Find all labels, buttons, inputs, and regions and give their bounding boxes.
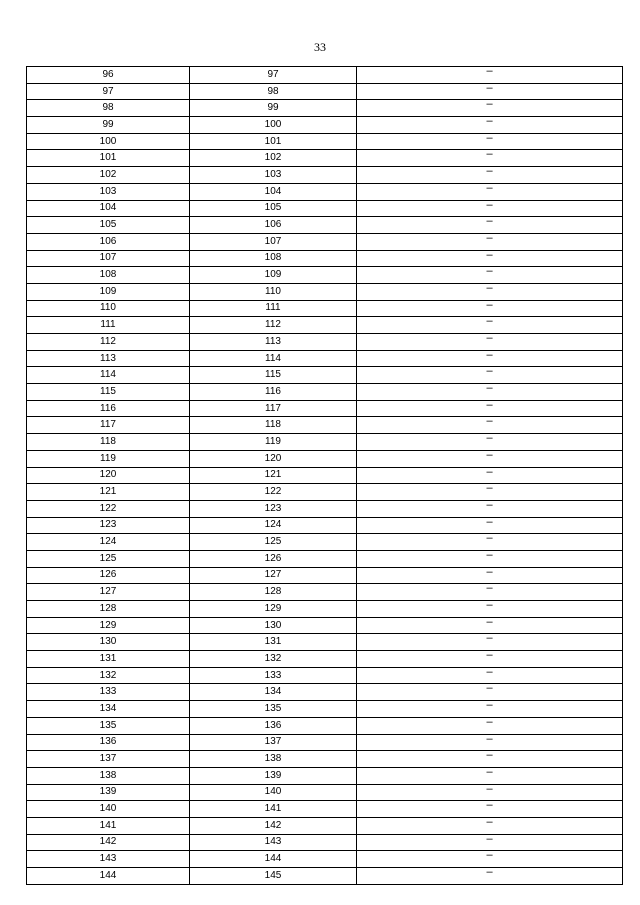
table-cell: 103 xyxy=(190,167,357,184)
table-row xyxy=(27,534,623,551)
table-cell: 115 xyxy=(27,384,190,401)
table-cell: 110 xyxy=(27,300,190,317)
table-cell: – xyxy=(357,200,623,217)
table-cell: – xyxy=(357,334,623,351)
table-cell: 106 xyxy=(190,217,357,234)
table-cell: – xyxy=(357,701,623,718)
table-cell: – xyxy=(357,684,623,701)
table-cell: 126 xyxy=(27,567,190,584)
table-cell: 107 xyxy=(190,233,357,250)
table-cell: 135 xyxy=(27,717,190,734)
table-cell: – xyxy=(357,717,623,734)
table-row xyxy=(27,217,623,234)
table-cell: 117 xyxy=(27,417,190,434)
table-cell: 144 xyxy=(27,868,190,885)
table-cell: – xyxy=(357,267,623,284)
table-cell: – xyxy=(357,601,623,618)
table-cell: 97 xyxy=(190,67,357,84)
table-cell: 108 xyxy=(27,267,190,284)
table-cell: 143 xyxy=(190,834,357,851)
table-cell: – xyxy=(357,651,623,668)
table-row xyxy=(27,601,623,618)
table-cell: 140 xyxy=(190,784,357,801)
table-row xyxy=(27,400,623,417)
table-cell: – xyxy=(357,83,623,100)
table-cell: 97 xyxy=(27,83,190,100)
table-cell: 117 xyxy=(190,400,357,417)
table-row xyxy=(27,350,623,367)
table-cell: 103 xyxy=(27,183,190,200)
table-row xyxy=(27,450,623,467)
table-cell: – xyxy=(357,617,623,634)
table-row xyxy=(27,233,623,250)
table-cell: 142 xyxy=(190,817,357,834)
table-cell: 100 xyxy=(190,117,357,134)
table-cell: 115 xyxy=(190,367,357,384)
table-cell: 142 xyxy=(27,834,190,851)
table-row xyxy=(27,817,623,834)
table-cell: 132 xyxy=(27,667,190,684)
table-cell: 110 xyxy=(190,283,357,300)
table-row xyxy=(27,684,623,701)
table-row xyxy=(27,517,623,534)
table-row xyxy=(27,734,623,751)
table-cell: 128 xyxy=(190,584,357,601)
table-cell: – xyxy=(357,417,623,434)
table-cell: – xyxy=(357,233,623,250)
table-cell: – xyxy=(357,217,623,234)
table-row xyxy=(27,83,623,100)
table-row xyxy=(27,868,623,885)
table-cell: 124 xyxy=(190,517,357,534)
table-cell: – xyxy=(357,384,623,401)
table-cell: 113 xyxy=(27,350,190,367)
table-cell: 102 xyxy=(190,150,357,167)
table-cell: – xyxy=(357,150,623,167)
table-body xyxy=(27,67,623,885)
data-table xyxy=(26,66,623,885)
table-cell: 122 xyxy=(27,500,190,517)
table-cell: 99 xyxy=(190,100,357,117)
table-row xyxy=(27,717,623,734)
table-cell: – xyxy=(357,868,623,885)
table-cell: – xyxy=(357,67,623,84)
table-cell: 125 xyxy=(27,550,190,567)
table-cell: – xyxy=(357,167,623,184)
table-cell: – xyxy=(357,250,623,267)
table-cell: 100 xyxy=(27,133,190,150)
table-cell: 136 xyxy=(27,734,190,751)
table-cell: 122 xyxy=(190,484,357,501)
table-row xyxy=(27,567,623,584)
table-cell: 112 xyxy=(27,334,190,351)
table-cell: 98 xyxy=(190,83,357,100)
table-cell: 136 xyxy=(190,717,357,734)
table-cell: 109 xyxy=(190,267,357,284)
table-cell: 135 xyxy=(190,701,357,718)
table-cell: – xyxy=(357,851,623,868)
table-row xyxy=(27,751,623,768)
table-row xyxy=(27,500,623,517)
table-cell: 121 xyxy=(27,484,190,501)
table-cell: 131 xyxy=(190,634,357,651)
table-row xyxy=(27,250,623,267)
table-row xyxy=(27,801,623,818)
table-cell: – xyxy=(357,667,623,684)
table-cell: – xyxy=(357,767,623,784)
table-cell: 111 xyxy=(190,300,357,317)
table-cell: – xyxy=(357,550,623,567)
table-cell: 134 xyxy=(190,684,357,701)
table-cell: – xyxy=(357,834,623,851)
table-cell: – xyxy=(357,467,623,484)
table-cell: – xyxy=(357,534,623,551)
table-cell: 112 xyxy=(190,317,357,334)
table-cell: 104 xyxy=(190,183,357,200)
table-cell: – xyxy=(357,801,623,818)
table-cell: – xyxy=(357,300,623,317)
table-row xyxy=(27,117,623,134)
page-number: 33 xyxy=(314,40,326,54)
table-cell: 137 xyxy=(190,734,357,751)
table-cell: – xyxy=(357,183,623,200)
table-cell: 130 xyxy=(190,617,357,634)
table-cell: 121 xyxy=(190,467,357,484)
table-cell: 111 xyxy=(27,317,190,334)
table-cell: 102 xyxy=(27,167,190,184)
table-cell: 124 xyxy=(27,534,190,551)
table-cell: – xyxy=(357,317,623,334)
table-cell: 123 xyxy=(27,517,190,534)
table-cell: – xyxy=(357,434,623,451)
table-cell: 141 xyxy=(190,801,357,818)
table-cell: – xyxy=(357,751,623,768)
table-row xyxy=(27,667,623,684)
table-row xyxy=(27,200,623,217)
table-row xyxy=(27,283,623,300)
table-cell: 108 xyxy=(190,250,357,267)
table-cell: 138 xyxy=(27,767,190,784)
table-cell: – xyxy=(357,400,623,417)
table-cell: 130 xyxy=(27,634,190,651)
table-cell: – xyxy=(357,517,623,534)
table-cell: 132 xyxy=(190,651,357,668)
table-cell: 118 xyxy=(27,434,190,451)
table-cell: 138 xyxy=(190,751,357,768)
table-cell: 129 xyxy=(190,601,357,618)
table-cell: – xyxy=(357,450,623,467)
table-cell: 134 xyxy=(27,701,190,718)
table-cell: 137 xyxy=(27,751,190,768)
table-cell: 120 xyxy=(27,467,190,484)
table-row xyxy=(27,617,623,634)
table-row xyxy=(27,150,623,167)
table-row xyxy=(27,417,623,434)
table-cell: 118 xyxy=(190,417,357,434)
table-row xyxy=(27,851,623,868)
table-cell: 143 xyxy=(27,851,190,868)
table-row xyxy=(27,767,623,784)
table-cell: 125 xyxy=(190,534,357,551)
table-row xyxy=(27,367,623,384)
table-cell: 129 xyxy=(27,617,190,634)
table-cell: 98 xyxy=(27,100,190,117)
table-cell: – xyxy=(357,734,623,751)
table-cell: 109 xyxy=(27,283,190,300)
table-row xyxy=(27,67,623,84)
table-cell: 116 xyxy=(27,400,190,417)
table-cell: – xyxy=(357,500,623,517)
table-cell: – xyxy=(357,817,623,834)
table-cell: 101 xyxy=(27,150,190,167)
table-cell: 131 xyxy=(27,651,190,668)
table-cell: – xyxy=(357,367,623,384)
table-cell: 145 xyxy=(190,868,357,885)
table-row xyxy=(27,584,623,601)
table-cell: 105 xyxy=(27,217,190,234)
table-row xyxy=(27,484,623,501)
table-row xyxy=(27,100,623,117)
table-row xyxy=(27,300,623,317)
table-row xyxy=(27,651,623,668)
table-cell: 139 xyxy=(27,784,190,801)
table-row xyxy=(27,434,623,451)
table-cell: 139 xyxy=(190,767,357,784)
table-row xyxy=(27,634,623,651)
table-row xyxy=(27,384,623,401)
table-row xyxy=(27,317,623,334)
table-row xyxy=(27,133,623,150)
table-cell: – xyxy=(357,117,623,134)
table-row xyxy=(27,183,623,200)
table-cell: 140 xyxy=(27,801,190,818)
table-cell: 104 xyxy=(27,200,190,217)
table-cell: – xyxy=(357,283,623,300)
table-row xyxy=(27,334,623,351)
table-cell: – xyxy=(357,784,623,801)
table-cell: 99 xyxy=(27,117,190,134)
table-cell: 127 xyxy=(27,584,190,601)
table-cell: 123 xyxy=(190,500,357,517)
table-cell: 127 xyxy=(190,567,357,584)
table-cell: 144 xyxy=(190,851,357,868)
table-row xyxy=(27,784,623,801)
table-cell: 114 xyxy=(190,350,357,367)
table-row xyxy=(27,467,623,484)
table-cell: – xyxy=(357,567,623,584)
table-cell: 107 xyxy=(27,250,190,267)
table-cell: – xyxy=(357,100,623,117)
table-cell: 105 xyxy=(190,200,357,217)
table-row xyxy=(27,701,623,718)
table-cell: 119 xyxy=(190,434,357,451)
table-cell: 120 xyxy=(190,450,357,467)
table-row xyxy=(27,267,623,284)
table-cell: 133 xyxy=(190,667,357,684)
table-row xyxy=(27,167,623,184)
table-cell: 101 xyxy=(190,133,357,150)
table-cell: – xyxy=(357,350,623,367)
table-cell: 133 xyxy=(27,684,190,701)
table-cell: 96 xyxy=(27,67,190,84)
table-cell: 128 xyxy=(27,601,190,618)
table-cell: 119 xyxy=(27,450,190,467)
table-cell: 106 xyxy=(27,233,190,250)
table-row xyxy=(27,550,623,567)
table-cell: 113 xyxy=(190,334,357,351)
table-cell: – xyxy=(357,584,623,601)
table-row xyxy=(27,834,623,851)
table-cell: – xyxy=(357,634,623,651)
table-cell: – xyxy=(357,484,623,501)
table-cell: 114 xyxy=(27,367,190,384)
table-cell: 116 xyxy=(190,384,357,401)
table-cell: – xyxy=(357,133,623,150)
table-cell: 141 xyxy=(27,817,190,834)
table-cell: 126 xyxy=(190,550,357,567)
